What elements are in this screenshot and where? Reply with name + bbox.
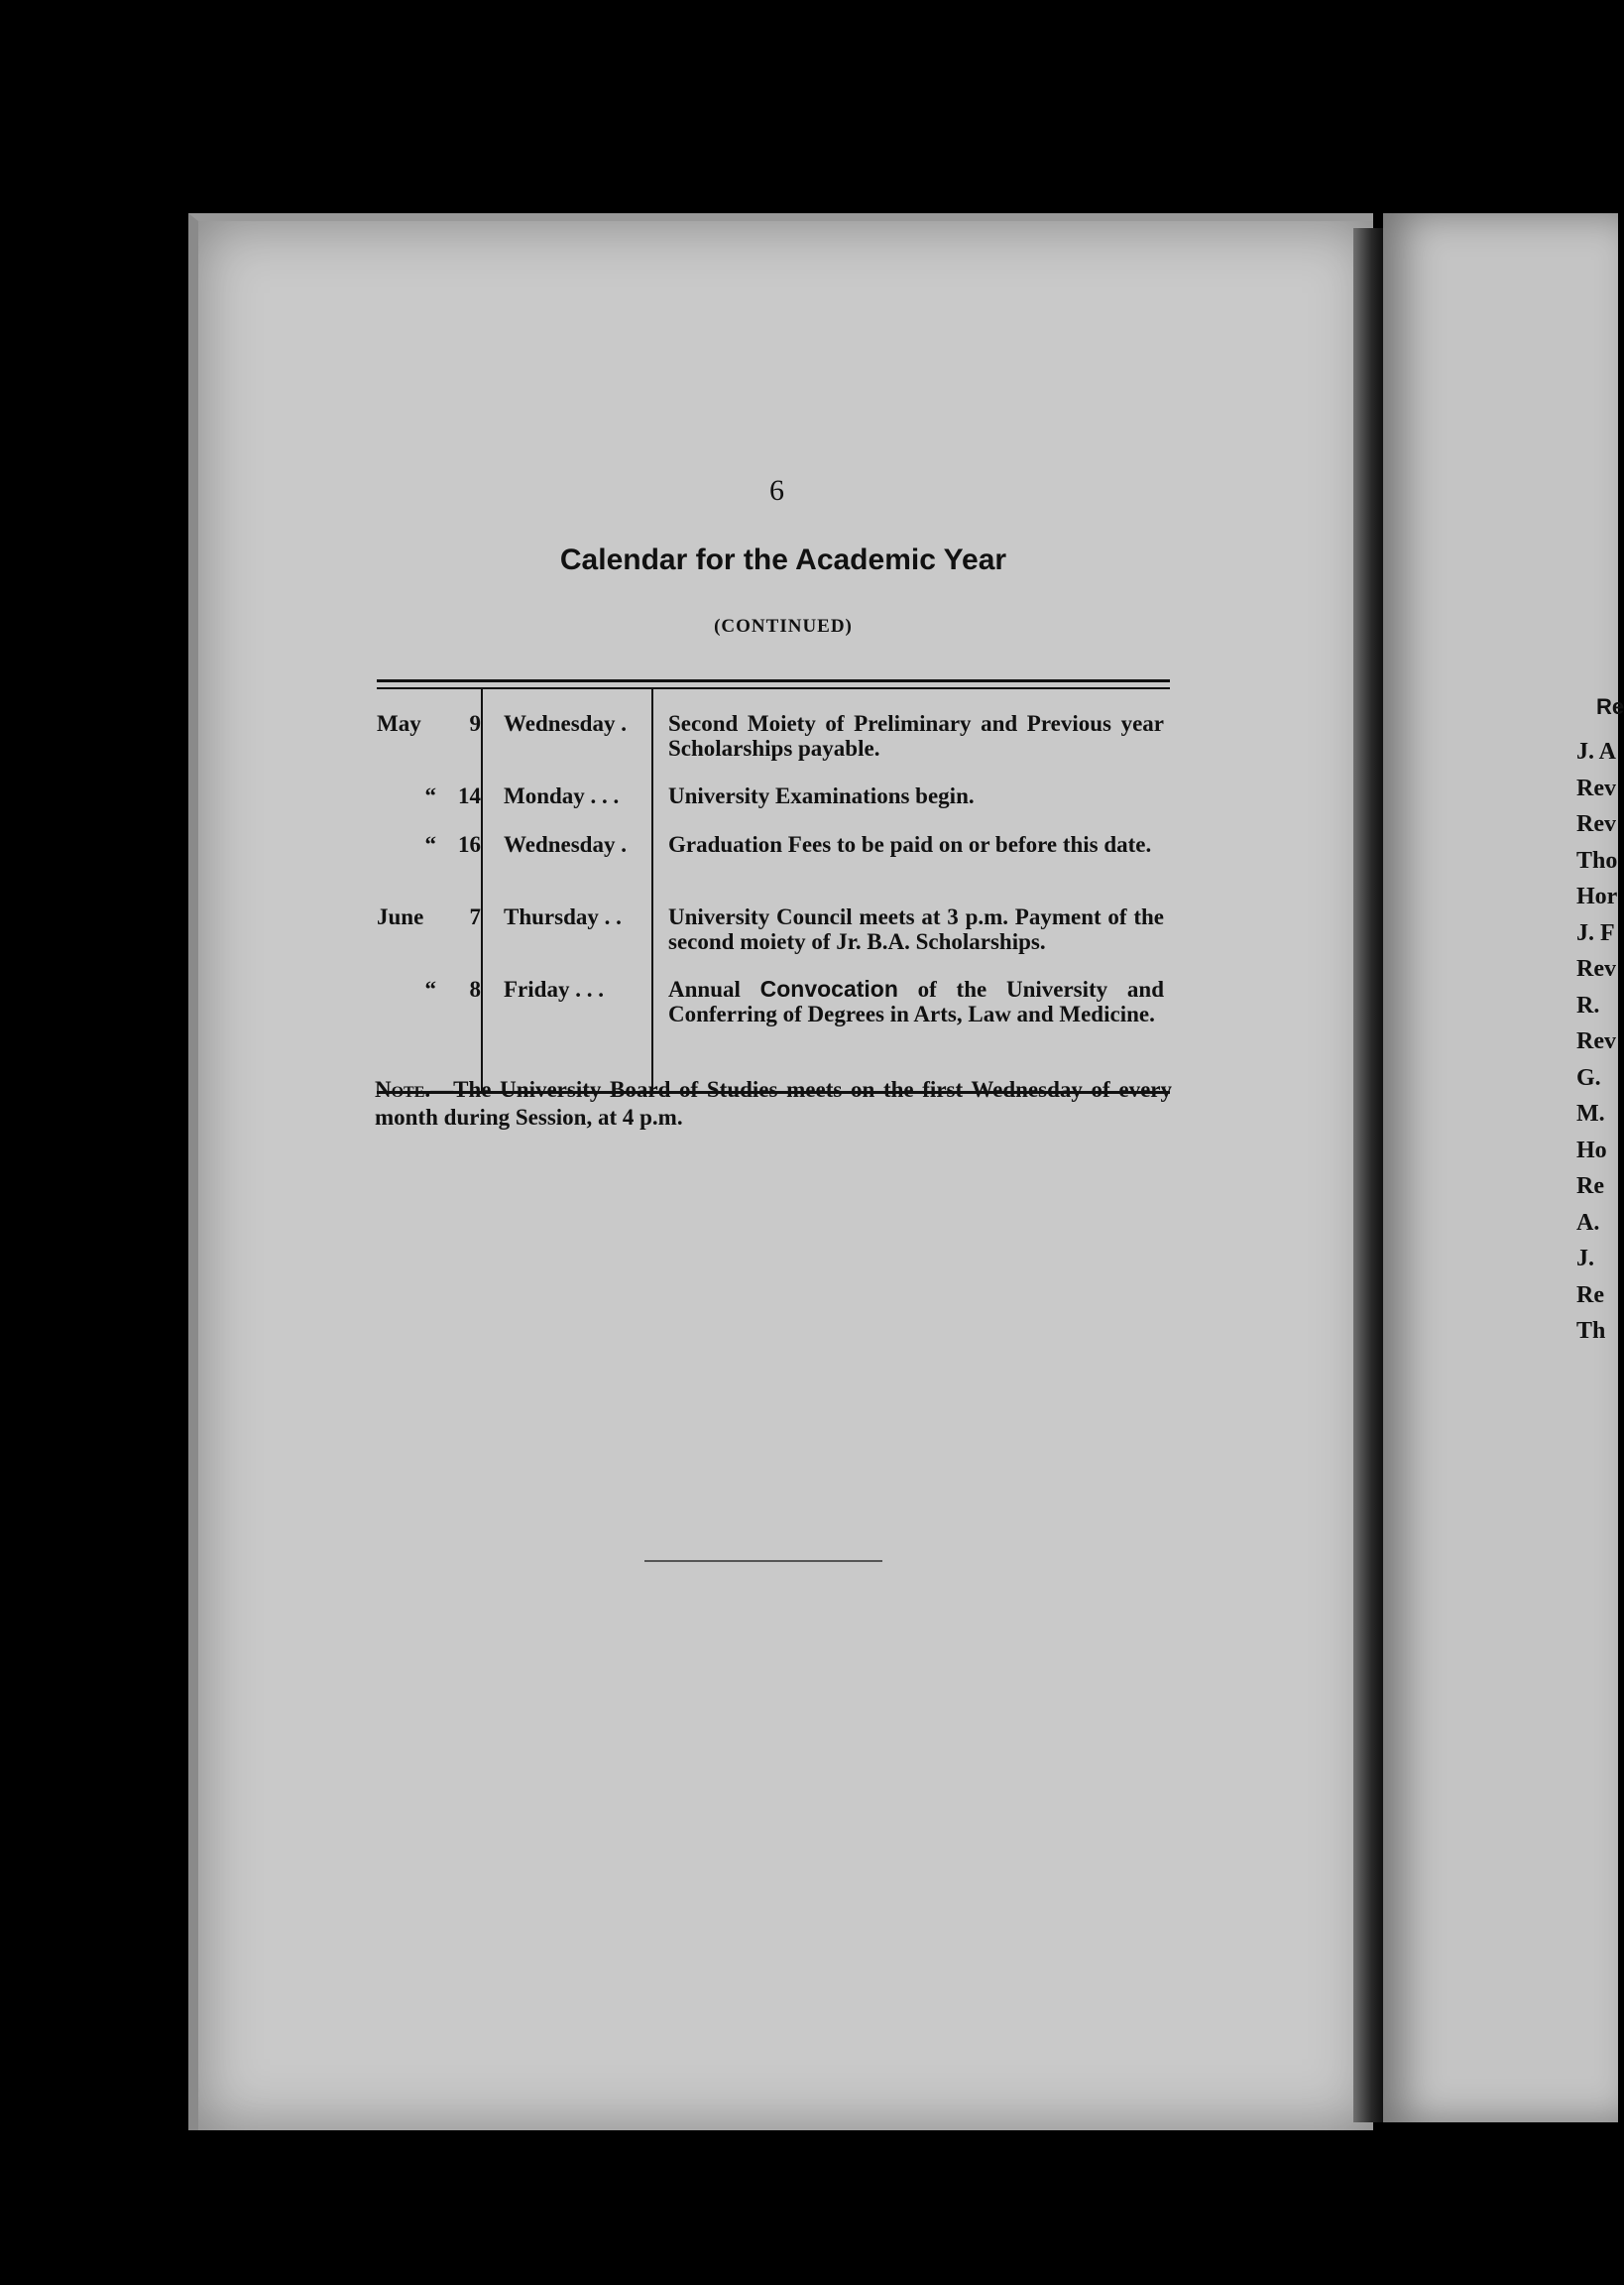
event-cell: University Council meets at 3 p.m. Payment of the second moiety of Jr. B.A. Scholarships. <box>668 904 1164 954</box>
table-top-rule-thin <box>377 687 1170 689</box>
table-column-divider <box>481 689 483 1091</box>
month-cell: “ <box>424 977 436 1002</box>
list-item: Rev <box>1576 811 1616 837</box>
month-cell: “ <box>424 783 436 808</box>
list-item: Tho <box>1576 847 1618 874</box>
weekday-cell: Monday . . . <box>504 783 620 808</box>
day-cell: 8 <box>469 977 481 1002</box>
list-item: J. A <box>1576 739 1617 765</box>
list-item: Rev <box>1576 775 1616 801</box>
table-top-rule <box>377 679 1170 682</box>
weekday-cell: Thursday . . <box>504 904 622 929</box>
day-cell: 16 <box>458 832 481 857</box>
book-gutter <box>1353 228 1383 2122</box>
day-cell: 14 <box>458 783 481 808</box>
weekday-cell: Wednesday . <box>504 711 627 736</box>
list-item: Hor <box>1576 884 1618 909</box>
day-cell: 9 <box>469 711 481 736</box>
facing-page <box>1383 213 1624 2122</box>
list-item: Re <box>1576 1281 1604 1308</box>
list-item: Re <box>1576 1173 1604 1199</box>
weekday-cell: Wednesday . <box>504 832 627 857</box>
list-item: Th <box>1576 1318 1606 1344</box>
list-item: J. F <box>1576 919 1615 946</box>
list-item: M. <box>1576 1101 1605 1127</box>
event-cell: Graduation Fees to be paid on or before this date. <box>668 832 1152 857</box>
event-cell: Second Moiety of Preliminary and Previous year Scholarships payable. <box>668 711 1164 761</box>
month-cell: June <box>377 904 424 929</box>
page-title: Calendar for the Academic Year <box>559 543 1007 576</box>
closing-rule <box>644 1560 882 1562</box>
note-lead: Note. <box>375 1077 431 1102</box>
note-paragraph <box>375 1076 1172 1132</box>
event-emphasis: Convocation <box>759 976 898 1002</box>
list-item: G. <box>1576 1064 1601 1091</box>
weekday-cell: Friday . . . <box>504 977 604 1002</box>
month-cell: “ <box>424 832 436 857</box>
table-column-divider <box>651 689 653 1091</box>
page-subtitle: (CONTINUED) <box>714 616 853 637</box>
list-item: Rev <box>1576 1028 1616 1054</box>
list-item: Rev <box>1576 956 1616 982</box>
day-cell: 7 <box>469 904 481 929</box>
note-text: —The University Board of Studies meets on the first Wednesday of every month during Session, at 4 p.m. <box>375 1077 1172 1130</box>
page-number: 6 <box>769 474 784 507</box>
month-cell: May <box>377 711 421 736</box>
event-text: Annual <box>668 977 760 1002</box>
event-cell <box>668 977 1164 1026</box>
facing-page-list <box>1576 739 1617 1355</box>
event-cell: University Examinations begin. <box>668 783 975 808</box>
list-item: J. <box>1576 1246 1594 1271</box>
list-item: A. <box>1576 1209 1600 1236</box>
list-item: Ho <box>1576 1137 1607 1163</box>
list-item: R. <box>1576 992 1600 1019</box>
facing-page-heading: Re <box>1596 694 1624 719</box>
event-text: of the University and Conferring of Degrees in Arts, Law and Medicine. <box>668 977 1164 1026</box>
